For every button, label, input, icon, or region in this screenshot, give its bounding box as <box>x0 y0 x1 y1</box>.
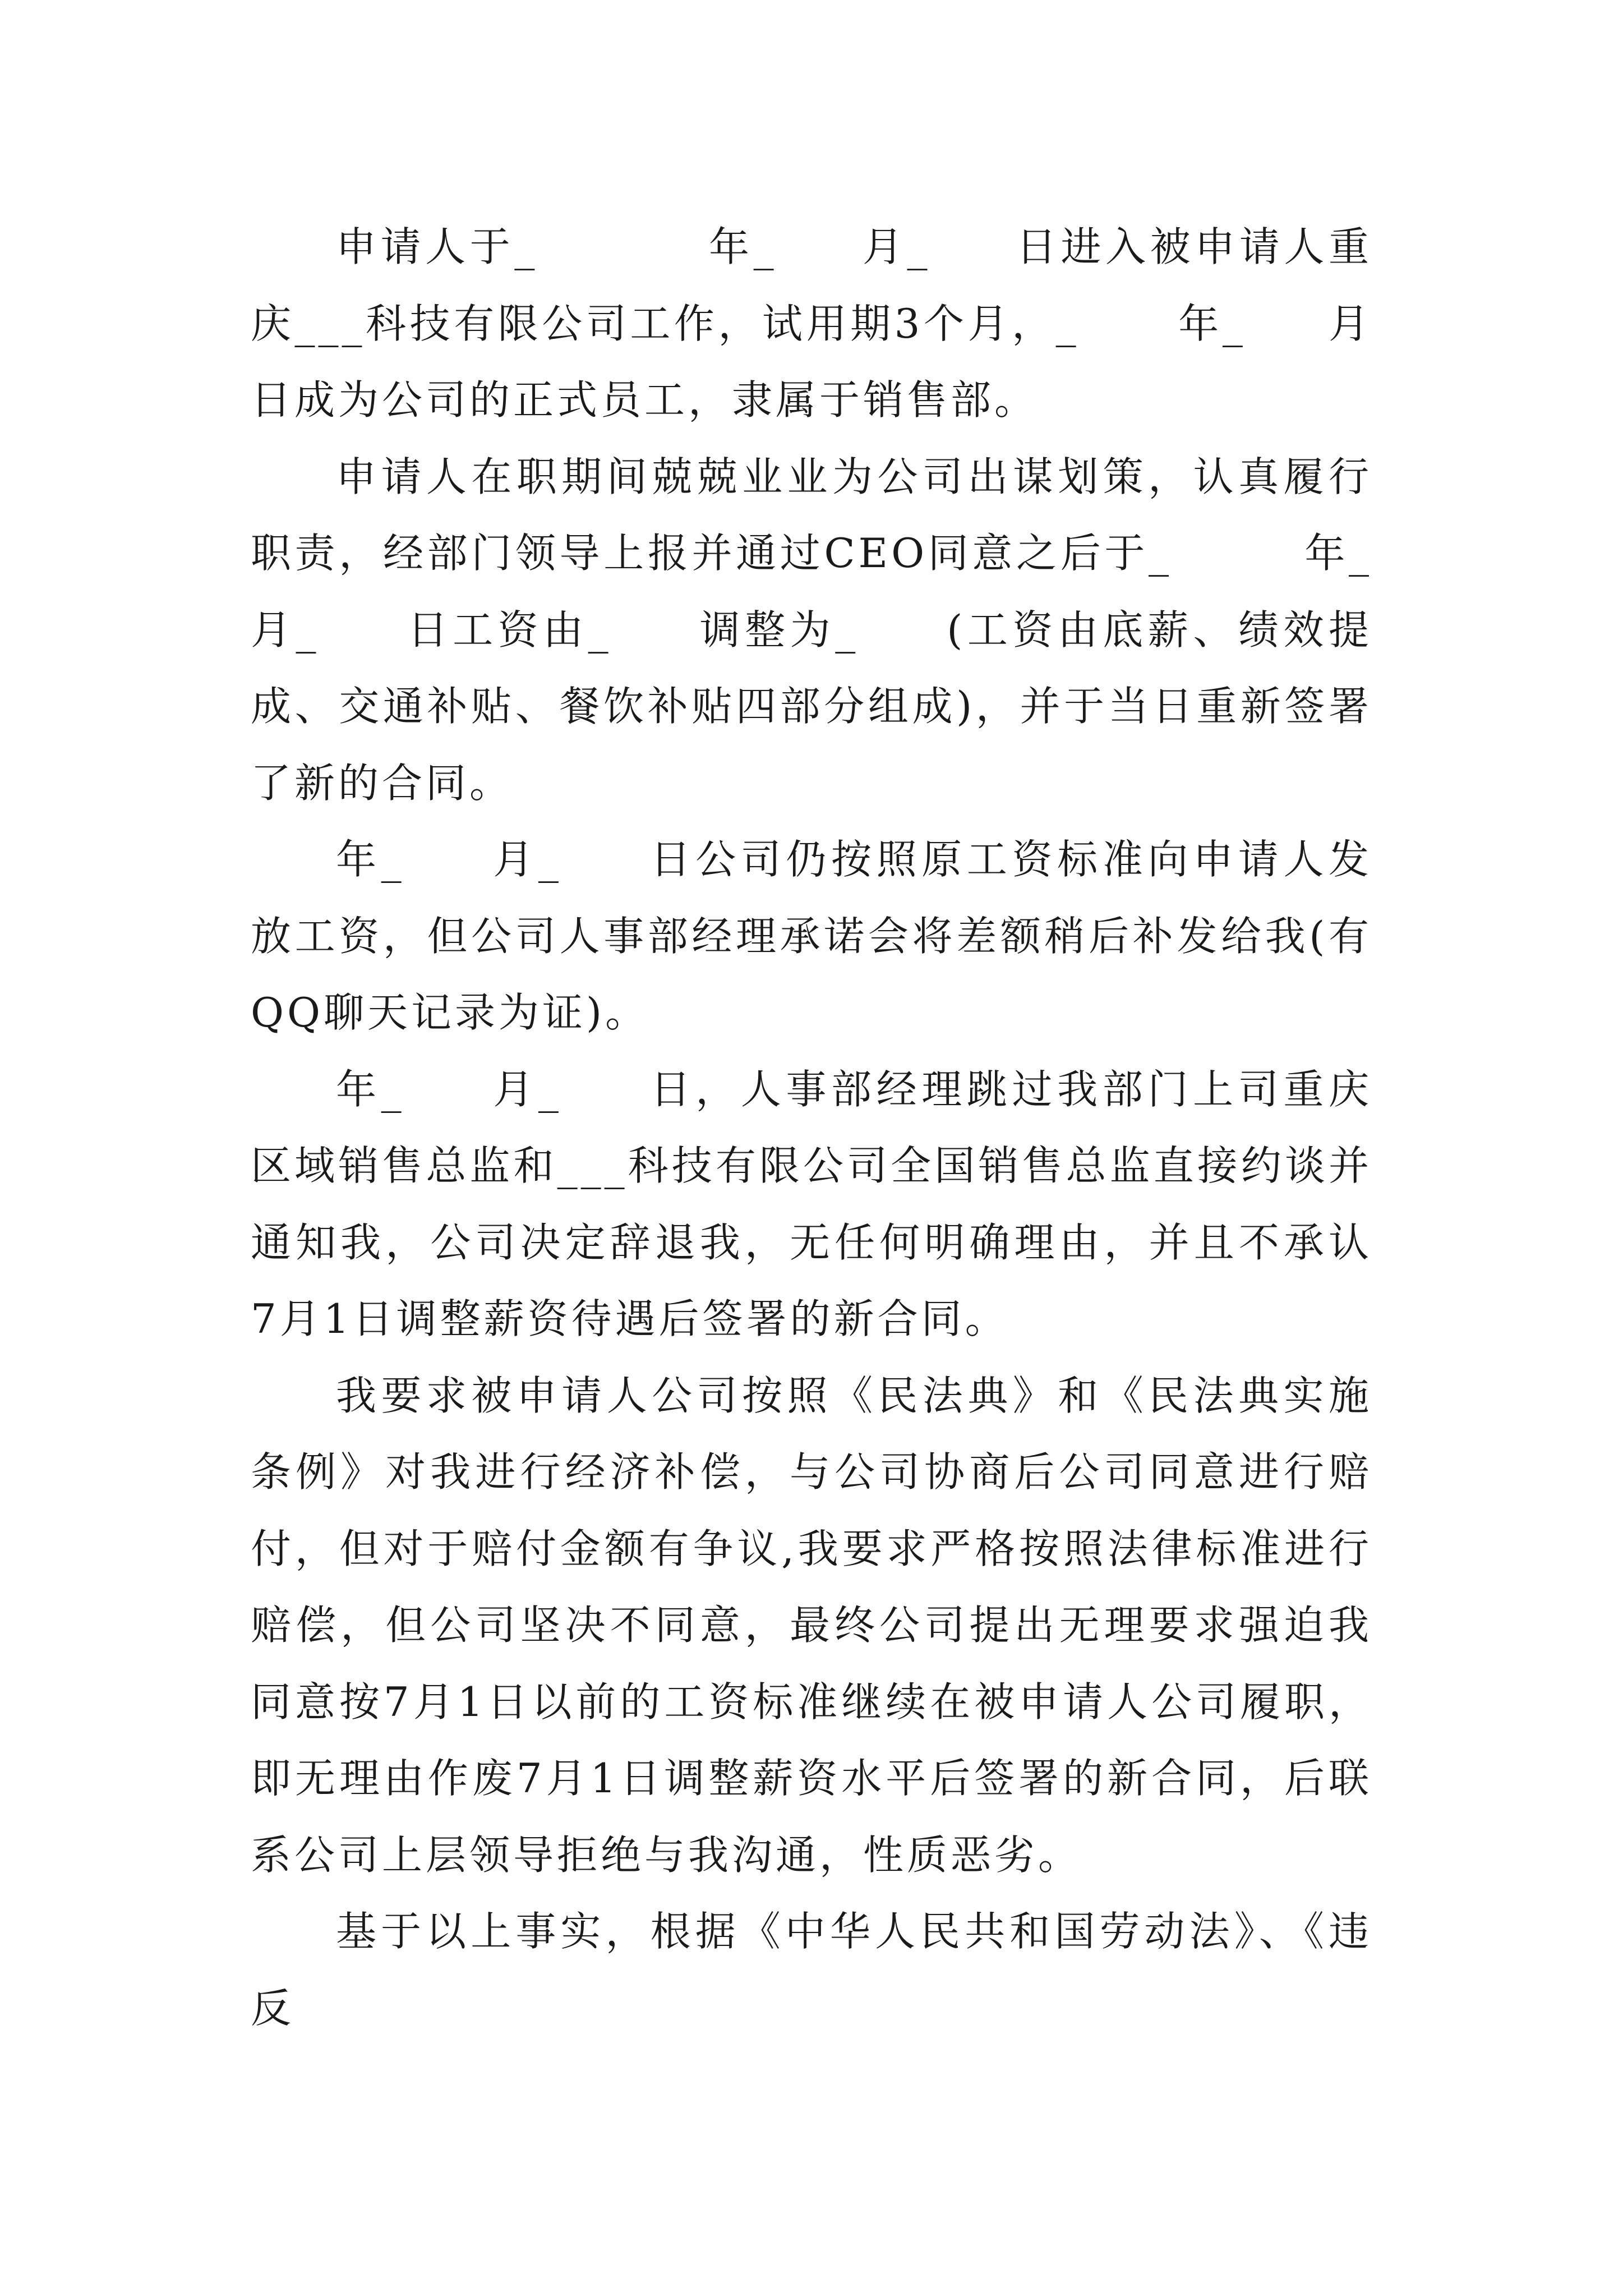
document-body <box>251 209 1534 2046</box>
paragraph-original-wage-paid: 年_ 月_ 日公司仍按照原工资标准向申请人发放工资，但公司人事部经理承诺会将差额稍后补发给我(有QQ聊天记录为证)。 <box>251 836 1372 1036</box>
paragraph-legal-basis: 基于以上事实，根据《中华人民共和国劳动法》、《违反 <box>251 1908 1372 2032</box>
paragraph-salary-adjustment: 申请人在职期间兢兢业业为公司出谋划策，认真履行职责，经部门领导上报并通过CEO同意之后于_ 年_ 月_ 日工资由_ 调整为_ (工资由底薪、绩效提成、交通补贴、餐饮补贴四部分组成)，并于当日重新签署了新的合同。 <box>251 453 1454 807</box>
paragraph-compensation-demand: 我要求被申请人公司按照《民法典》和《民法典实施条例》对我进行经济补偿，与公司协商后公司同意进行赔付，但对于赔付金额有争议,我要求严格按照法律标准进行赔偿，但公司坚决不同意，最终公司提出无理要求强迫我同意按7月1日以前的工资标准继续在被申请人公司履职，即无理由作废7月1日调整薪资水平后签署的新合同，后联系公司上层领导拒绝与我沟通，性质恶劣。 <box>251 1372 1372 1879</box>
paragraph-employment-start: 申请人于_ 年_ 月_ 日进入被申请人重庆___科技有限公司工作，试用期3个月，_ 年_ 月 日成为公司的正式员工，隶属于销售部。 <box>251 223 1534 424</box>
paragraph-dismissal: 年_ 月_ 日，人事部经理跳过我部门上司重庆区域销售总监和___科技有限公司全国销售总监直接约谈并通知我，公司决定辞退我，无任何明确理由，并且不承认7月1日调整薪资待遇后签署的新合同。 <box>251 1065 1372 1342</box>
